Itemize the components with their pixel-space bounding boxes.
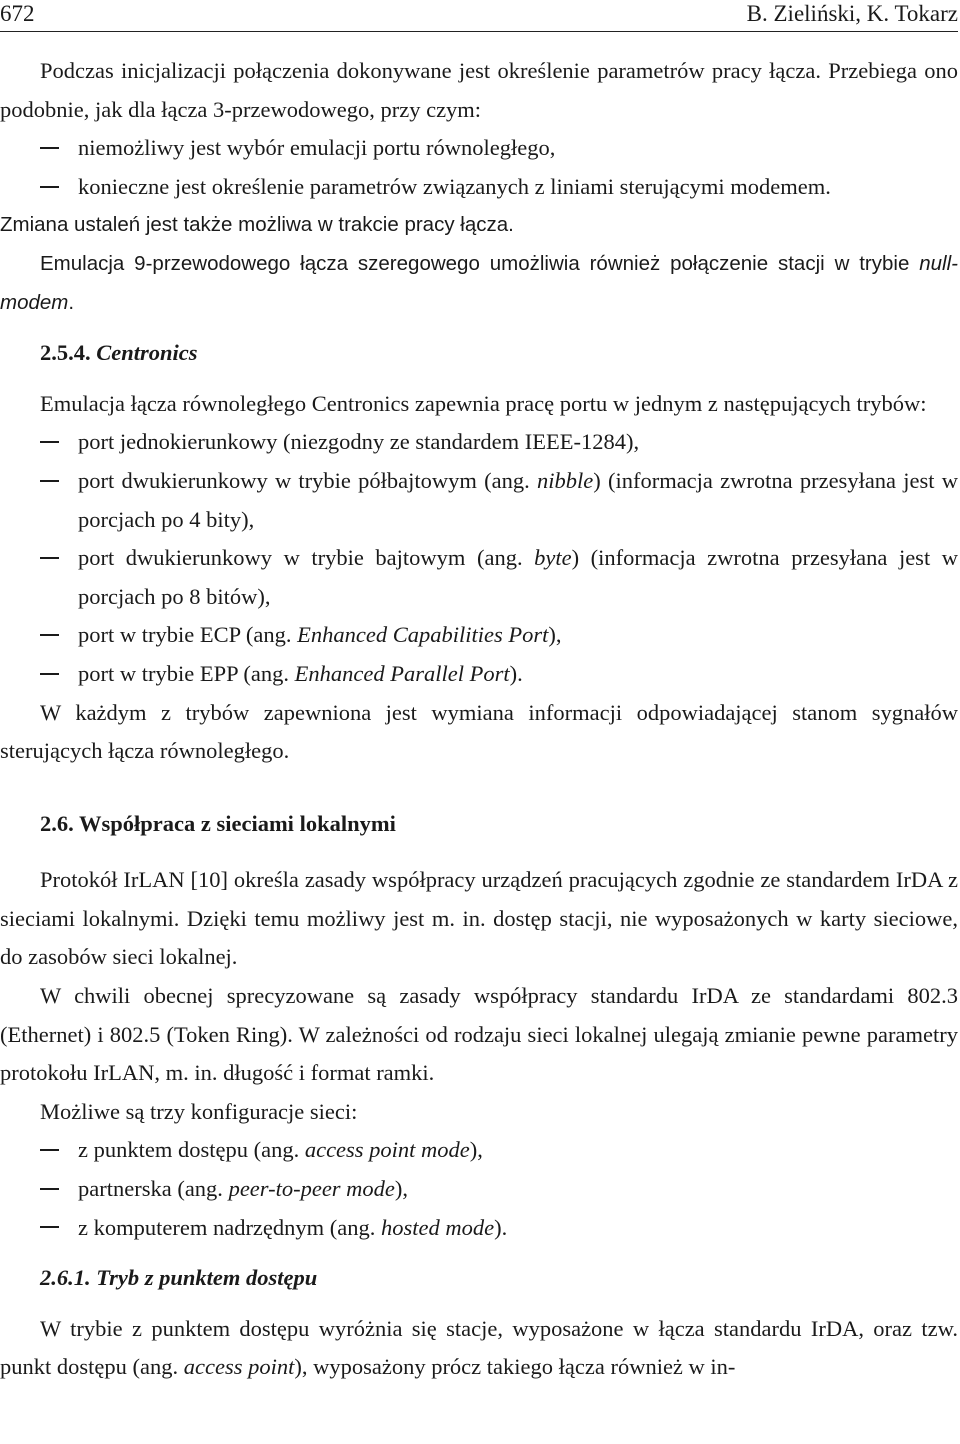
dash-bullet [40, 655, 59, 694]
list-item: z punktem dostępu (ang. access point mode), [0, 1131, 958, 1170]
section-heading-access-point: 2.6.1. Tryb z punktem dostępu [40, 1265, 318, 1291]
page-body [0, 52, 958, 1387]
list-item: partnerska (ang. peer-to-peer mode), [0, 1170, 958, 1209]
section-heading-lan: 2.6. Współpraca z sieciami lokalnymi [40, 810, 396, 836]
paragraph-change: Zmiana ustaleń jest także możliwa w trakcie pracy łącza. [0, 213, 514, 237]
header-rule [0, 31, 958, 32]
dash-bullet [40, 1209, 59, 1248]
paragraph-irlan: Protokół IrLAN [10] określa zasady współpracy urządzeń pracujących zgodnie ze standardem IrDA z sieciami lokalnymi. Dzięki temu możliwy jest m. in. dostęp stacji, nie wyposażonych w karty sieciowe, do zasobów sieci lokalnej. [0, 867, 958, 970]
list-item: konieczne jest określenie parametrów związanych z liniami sterującymi modemem. [0, 168, 958, 207]
paragraph-configs: Możliwe są trzy konfiguracje sieci: [40, 1098, 358, 1124]
paragraph-centronics: Emulacja łącza równoległego Centronics zapewnia pracę portu w jednym z następujących trybów: [40, 390, 927, 416]
section-heading-centronics: 2.5.4. Centronics [40, 340, 198, 366]
list-parallel-modes [0, 423, 958, 693]
dash-bullet [40, 1131, 59, 1170]
list-item: port jednokierunkowy (niezgodny ze standardem IEEE-1284), [0, 423, 958, 462]
dash-bullet [40, 423, 59, 462]
dash-bullet [40, 616, 59, 655]
list-serial-init [0, 129, 958, 206]
list-item: port dwukierunkowy w trybie bajtowym (ang. byte) (informacja zwrotna przesyłana jest w porcjach po 8 bitów), [0, 539, 958, 616]
page-number: 672 [0, 1, 35, 26]
paragraph-access-point: W trybie z punktem dostępu wyróżnia się stacje, wyposażone w łącza standardu IrDA, oraz tzw. punkt dostępu (ang. access point), wyposażony prócz takiego łącza również w in- [0, 1315, 958, 1380]
list-item: port w trybie ECP (ang. Enhanced Capabilities Port), [0, 616, 958, 655]
paragraph-init: Podczas inicjalizacji połączenia dokonywane jest określenie parametrów pracy łącza. Przebiega ono podobnie, jak dla łącza 3-przewodowego, przy czym: [0, 58, 958, 122]
dash-bullet [40, 539, 59, 578]
list-item: port dwukierunkowy w trybie półbajtowym (ang. nibble) (informacja zwrotna przesyłana jest w porcjach po 4 bity), [0, 462, 958, 539]
running-head: B. Zieliński, K. Tokarz [746, 1, 958, 26]
dash-bullet [40, 462, 59, 501]
dash-bullet [40, 168, 59, 207]
list-item: z komputerem nadrzędnym (ang. hosted mode). [0, 1209, 958, 1248]
list-item: port w trybie EPP (ang. Enhanced Parallel Port). [0, 655, 958, 694]
dash-bullet [40, 1170, 59, 1209]
list-network-configs [0, 1131, 958, 1247]
paragraph-signals: W każdym z trybów zapewniona jest wymiana informacji odpowiadającej stanom sygnałów sterujących łącza równoległego. [0, 699, 958, 764]
paragraph-null-modem: Emulacja 9-przewodowego łącza szeregowego umożliwia również połączenie stacji w trybie null-modem. [0, 251, 958, 314]
paragraph-standards: W chwili obecnej sprecyzowane są zasady współpracy standardu IrDA ze standardami 802.3 (Ethernet) i 802.5 (Token Ring). W zależności od rodzaju sieci lokalnej ulegają zmianie pewne parametry protokołu IrLAN, m. in. długość i format ramki. [0, 983, 958, 1086]
list-item: niemożliwy jest wybór emulacji portu równoległego, [0, 129, 958, 168]
page-header [0, 0, 960, 40]
dash-bullet [40, 129, 59, 168]
